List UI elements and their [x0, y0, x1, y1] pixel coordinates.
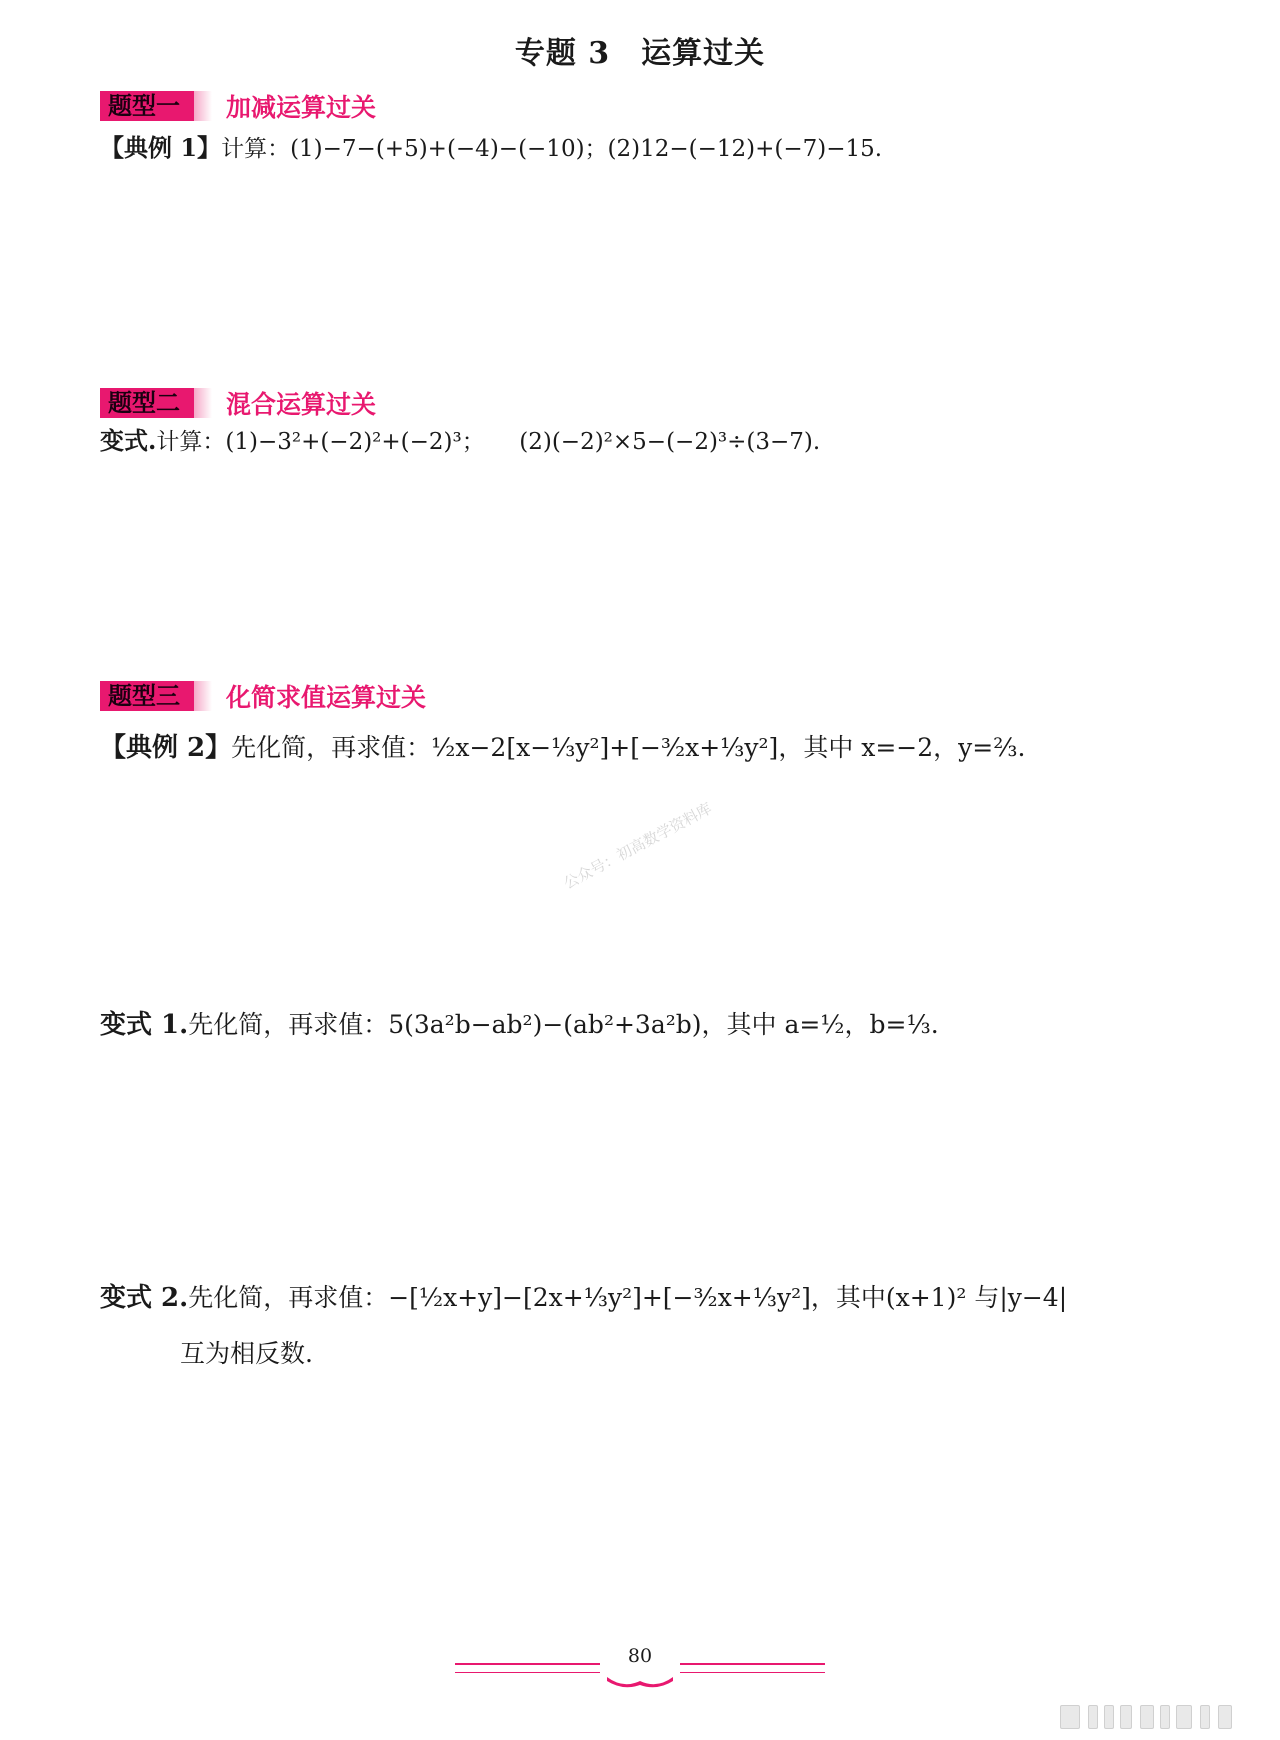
section-1-tag: 题型一 — [100, 91, 194, 121]
book-ornament-icon — [605, 1673, 675, 1691]
example-1 — [100, 130, 882, 167]
section-1-header — [100, 90, 376, 122]
example-1-text: 计算：(1)−7−(+5)+(−4)−(−10)；(2)12−(−12)+(−7)−15. — [221, 136, 883, 162]
variant-2 — [100, 1280, 1067, 1316]
section-3-title: 化简求值运算过关 — [226, 683, 427, 712]
variant-1 — [100, 1007, 939, 1043]
variant-label: 变式. — [100, 426, 157, 455]
variant-1-label: 变式 1. — [100, 1010, 189, 1040]
variant-text: 计算：(1)−3²+(−2)²+(−2)³； (2)(−2)²×5−(−2)³÷(3−7). — [156, 429, 821, 455]
page-title: 专题 3 运算过关 — [514, 36, 766, 71]
variant-problem — [100, 423, 820, 460]
page-number: 80 — [627, 1645, 653, 1667]
example-1-label: 【典例 1】 — [100, 133, 222, 162]
section-3-tag: 题型三 — [100, 681, 194, 711]
footer-rule-left — [455, 1663, 600, 1665]
variant-2-text: 先化简，再求值：−[½x+y]−[2x+⅓y²]+[−³⁄₂x+⅓y²]，其中(x+1)² 与|y−4| — [188, 1283, 1068, 1312]
variant-2-continuation: 互为相反数. — [180, 1339, 313, 1368]
section-2-header — [100, 387, 376, 419]
footer-rule-right — [680, 1663, 825, 1665]
variant-2-label: 变式 2. — [100, 1283, 189, 1313]
example-2-text: 先化简，再求值：½x−2[x−⅓y²]+[−³⁄₂x+⅓y²]，其中 x=−2，y=⅔. — [231, 733, 1026, 762]
variant-1-text: 先化简，再求值：5(3a²b−ab²)−(ab²+3a²b)，其中 a=½，b=⅓. — [188, 1010, 939, 1039]
example-2-label: 【典例 2】 — [100, 733, 232, 763]
watermark: 公众号：初高数学资料库 — [560, 799, 715, 893]
section-3-header — [100, 680, 426, 712]
footer-rule-left-thin — [455, 1672, 600, 1673]
section-1-title: 加减运算过关 — [226, 93, 377, 122]
scan-artifact — [1060, 1705, 1260, 1731]
example-2 — [100, 730, 1025, 766]
footer-rule-right-thin — [680, 1672, 825, 1673]
section-2-title: 混合运算过关 — [226, 390, 377, 419]
section-2-tag: 题型二 — [100, 388, 194, 418]
